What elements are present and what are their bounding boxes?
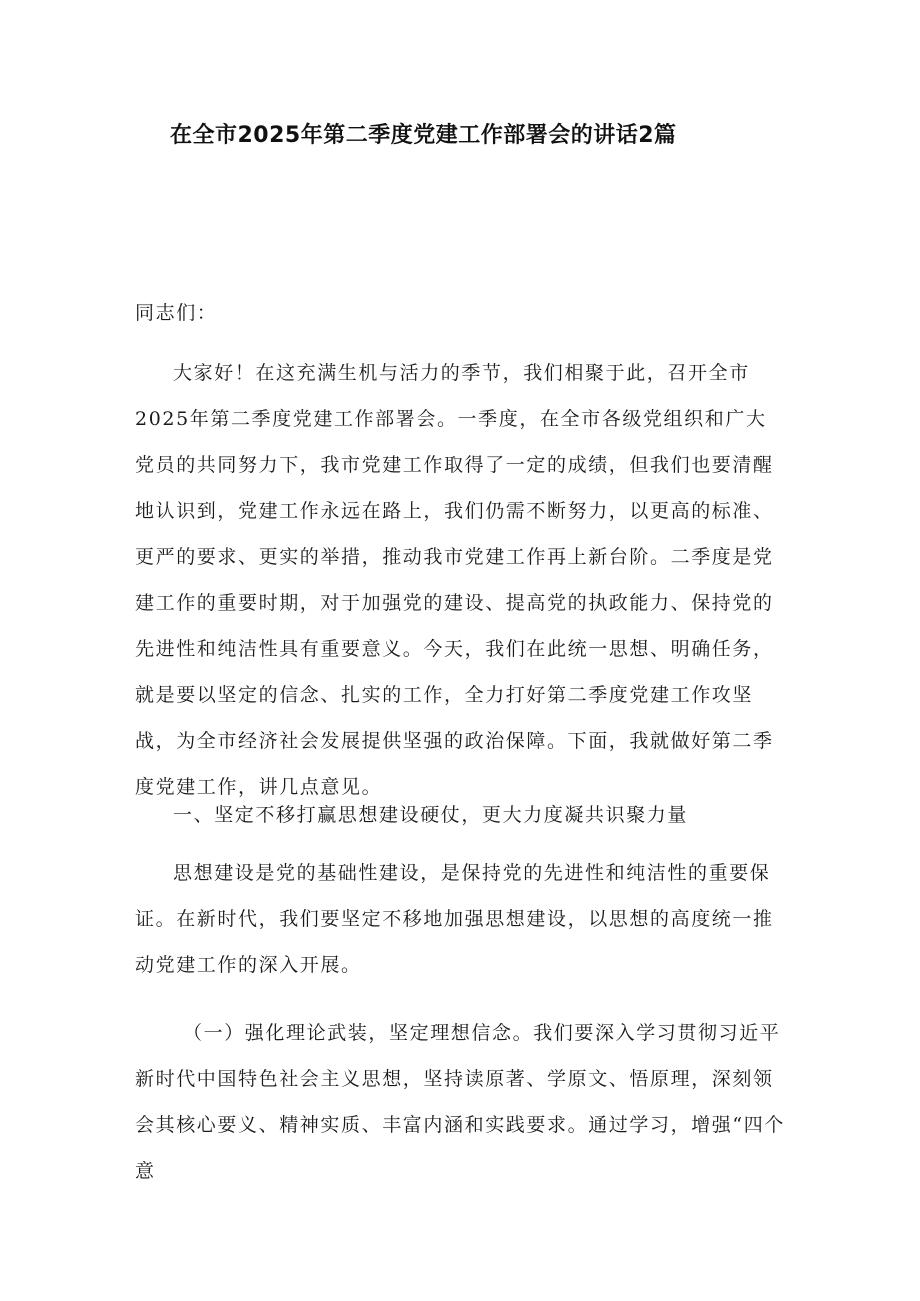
document-title: 在全市2025年第二季度党建工作部署会的讲话2篇 (170, 123, 677, 148)
salutation: 同志们： (135, 302, 218, 324)
paragraph-intro: 大家好！在这充满生机与活力的季节，我们相聚于此，召开全市2025年第二季度党建工作部署会。一季度，在全市各级党组织和广大党员的共同努力下，我市党建工作取得了一定的成绩，但我们也要清醒地认识到，党建工作永远在路上，我们仍需不断努力，以更高的标准、更严的要求、更实的举措，推动我市党建工作再上新台阶。二季度是党建工作的重要时期，对于加强党的建设、提高党的执政能力、保持党的先进性和纯洁性具有重要意义。今天，我们在此统一思想、明确任务，就是要以坚定的信念、扎实的工作，全力打好第二季度党建工作攻坚战，为全市经济社会发展提供坚强的政治保障。下面，我就做好第二季度党建工作，讲几点意见。 (135, 362, 774, 798)
section-heading-1: 一、坚定不移打赢思想建设硬仗，更大力度凝共识聚力量 (173, 804, 689, 826)
paragraph-subsection-1: （一）强化理论武装，坚定理想信念。我们要深入学习贯彻习近平新时代中国特色社会主义思想，坚持读原著、学原文、悟原理，深刻领会其核心要义、精神实质、丰富内涵和实践要求。通过学习，增强“四个意 (135, 1022, 785, 1182)
paragraph-section-1: 思想建设是党的基础性建设，是保持党的先进性和纯洁性的重要保证。在新时代，我们要坚定不移地加强思想建设，以思想的高度统一推动党建工作的深入开展。 (135, 862, 774, 976)
